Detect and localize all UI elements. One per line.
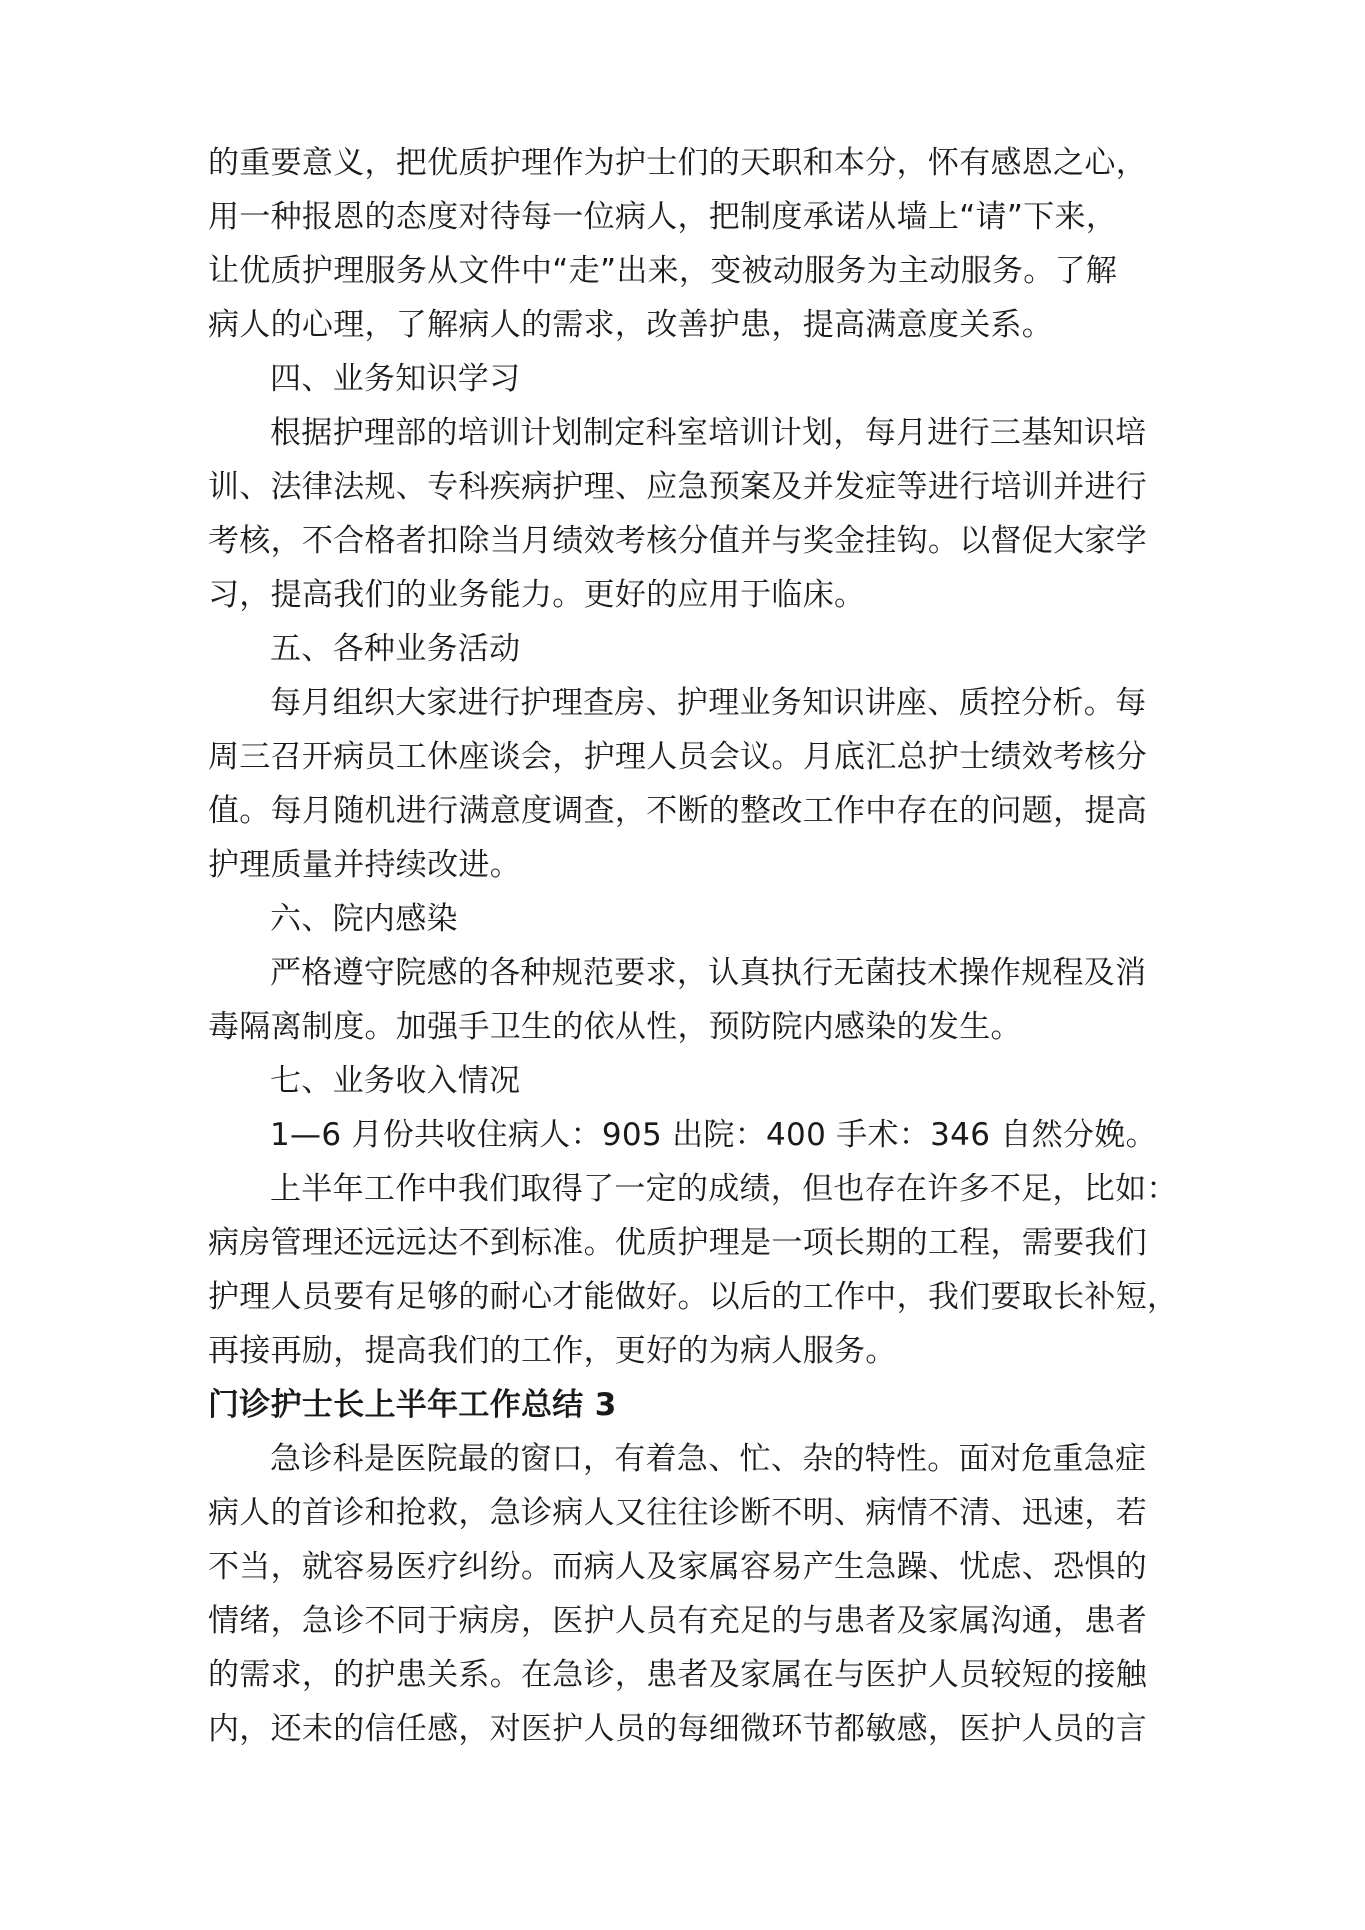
body-text-line: 让优质护理服务从文件中“走”出来，变被动服务为主动服务。了解 bbox=[208, 253, 1118, 289]
body-text-line: 1—6 月份共收住病人：905 出院：400 手术：346 自然分娩。 bbox=[270, 1117, 1157, 1153]
section-heading: 四、业务知识学习 bbox=[270, 361, 521, 397]
body-text-line: 护理质量并持续改进。 bbox=[208, 847, 521, 883]
body-text-line: 严格遵守院感的各种规范要求，认真执行无菌技术操作规程及消 bbox=[270, 955, 1147, 991]
body-text-line: 的需求，的护患关系。在急诊，患者及家属在与医护人员较短的接触 bbox=[208, 1657, 1147, 1693]
body-text-line: 病人的首诊和抢救，急诊病人又往往诊断不明、病情不清、迅速，若 bbox=[208, 1495, 1147, 1531]
body-text-line: 护理人员要有足够的耐心才能做好。以后的工作中，我们要取长补短， bbox=[208, 1279, 1179, 1315]
body-text-line: 病房管理还远远达不到标准。优质护理是一项长期的工程，需要我们 bbox=[208, 1225, 1147, 1261]
body-text-line: 考核，不合格者扣除当月绩效考核分值并与奖金挂钩。以督促大家学 bbox=[208, 523, 1147, 559]
body-text-line: 值。每月随机进行满意度调查，不断的整改工作中存在的问题，提高 bbox=[208, 793, 1147, 829]
body-text-line: 不当，就容易医疗纠纷。而病人及家属容易产生急躁、忧虑、恐惧的 bbox=[208, 1549, 1147, 1585]
body-text-line: 用一种报恩的态度对待每一位病人，把制度承诺从墙上“请”下来， bbox=[208, 199, 1118, 235]
body-text-line: 每月组织大家进行护理查房、护理业务知识讲座、质控分析。每 bbox=[270, 685, 1147, 721]
body-text-line: 毒隔离制度。加强手卫生的依从性，预防院内感染的发生。 bbox=[208, 1009, 1022, 1045]
body-text-line: 习，提高我们的业务能力。更好的应用于临床。 bbox=[208, 577, 866, 613]
body-text-line: 内，还未的信任感，对医护人员的每细微环节都敏感，医护人员的言 bbox=[208, 1711, 1147, 1747]
document-heading: 门诊护士长上半年工作总结 3 bbox=[208, 1387, 617, 1423]
body-text-line: 周三召开病员工休座谈会，护理人员会议。月底汇总护士绩效考核分 bbox=[208, 739, 1147, 775]
section-heading: 六、院内感染 bbox=[270, 901, 458, 937]
body-text-line: 病人的心理，了解病人的需求，改善护患，提高满意度关系。 bbox=[208, 307, 1054, 343]
body-text-line: 根据护理部的培训计划制定科室培训计划，每月进行三基知识培 bbox=[270, 415, 1147, 451]
document-page bbox=[208, 136, 1188, 1756]
body-text-line: 情绪，急诊不同于病房，医护人员有充足的与患者及家属沟通，患者 bbox=[208, 1603, 1147, 1639]
body-text-line: 的重要意义，把优质护理作为护士们的天职和本分，怀有感恩之心， bbox=[208, 145, 1147, 181]
body-text-line: 上半年工作中我们取得了一定的成绩，但也存在许多不足，比如： bbox=[270, 1171, 1178, 1207]
body-text-line: 训、法律法规、专科疾病护理、应急预案及并发症等进行培训并进行 bbox=[208, 469, 1147, 505]
section-heading: 七、业务收入情况 bbox=[270, 1063, 521, 1099]
body-text-line: 再接再励，提高我们的工作，更好的为病人服务。 bbox=[208, 1333, 897, 1369]
body-text-line: 急诊科是医院最的窗口，有着急、忙、杂的特性。面对危重急症 bbox=[270, 1441, 1147, 1477]
section-heading: 五、各种业务活动 bbox=[270, 631, 521, 667]
